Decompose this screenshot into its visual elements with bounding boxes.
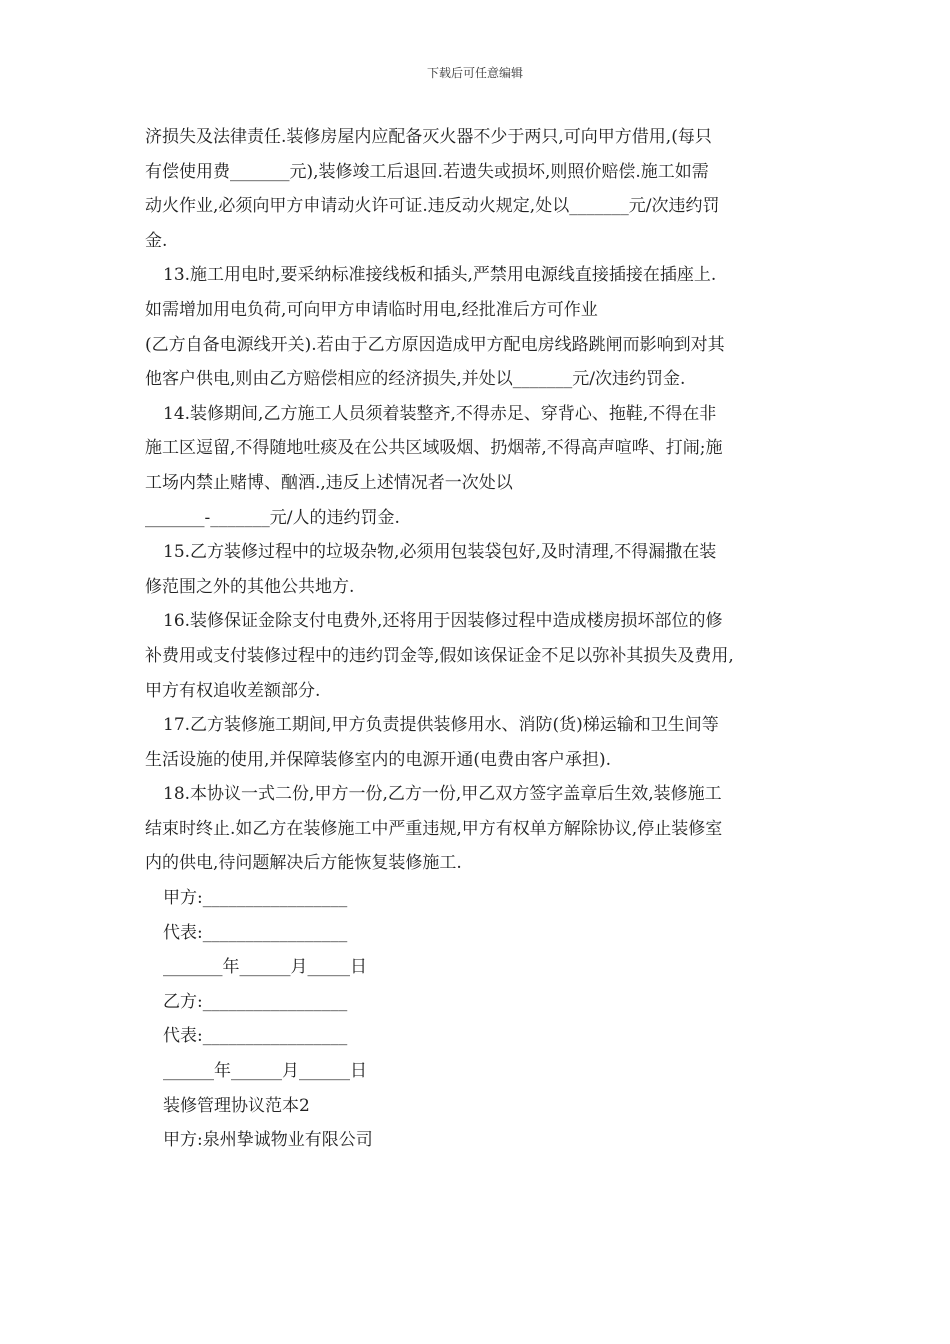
text-line: 甲方:_________________ xyxy=(163,888,348,909)
text-line: _______-_______元/人的违约罚金. xyxy=(145,507,400,528)
text-line: 内的供电,待问题解决后方能恢复装修施工. xyxy=(145,853,462,874)
text-line: ______年______月______日 xyxy=(163,1061,367,1082)
page-header: 下载后可任意编辑 xyxy=(426,66,523,80)
text-line: 甲方:泉州挚诚物业有限公司 xyxy=(163,1130,373,1151)
text-line: 如需增加用电负荷,可向甲方申请临时用电,经批准后方可作业 xyxy=(145,299,598,320)
text-line: 金. xyxy=(145,230,168,251)
text-line: 有偿使用费_______元),装修竣工后退回.若遗失或损坏,则照价赔偿.施工如需 xyxy=(145,161,709,182)
text-line: 修范围之外的其他公共地方. xyxy=(145,576,355,597)
text-line: 生活设施的使用,并保障装修室内的电源开通(电费由客户承担). xyxy=(145,749,612,770)
text-line: 16.装修保证金除支付电费外,还将用于因装修过程中造成楼房损坏部位的修 xyxy=(163,611,723,632)
text-line: 14.装修期间,乙方施工人员须着装整齐,不得赤足、穿背心、拖鞋,不得在非 xyxy=(163,403,717,424)
text-line: 17.乙方装修施工期间,甲方负责提供装修用水、消防(货)梯运输和卫生间等 xyxy=(163,715,719,736)
text-line: 乙方:_________________ xyxy=(163,991,348,1012)
text-line: 甲方有权追收差额部分. xyxy=(145,680,321,701)
text-line: 施工区逗留,不得随地吐痰及在公共区域吸烟、扔烟蒂,不得高声喧哗、打闹;施 xyxy=(145,438,723,459)
text-line: 15.乙方装修过程中的垃圾杂物,必须用包装袋包好,及时清理,不得漏撒在装 xyxy=(163,542,717,563)
text-line: _______年______月_____日 xyxy=(163,957,367,978)
text-line: 他客户供电,则由乙方赔偿相应的经济损失,并处以_______元/次违约罚金. xyxy=(145,369,686,390)
text-line: (乙方自备电源线开关).若由于乙方原因造成甲方配电房线路跳闸而影响到对其 xyxy=(145,334,725,355)
text-line: 13.施工用电时,要采纳标准接线板和插头,严禁用电源线直接插接在插座上. xyxy=(163,265,717,286)
text-line: 代表:_________________ xyxy=(163,922,348,943)
text-line: 工场内禁止赌博、酗酒.,违反上述情况者一次处以 xyxy=(145,472,513,493)
text-line: 动火作业,必须向甲方申请动火许可证.违反动火规定,处以_______元/次违约罚 xyxy=(145,196,720,217)
text-line: 18.本协议一式二份,甲方一份,乙方一份,甲乙双方签字盖章后生效,装修施工 xyxy=(163,784,722,805)
document-body xyxy=(145,120,815,1158)
text-line: 代表:_________________ xyxy=(163,1026,348,1047)
text-line: 装修管理协议范本2 xyxy=(163,1095,310,1116)
text-line: 结束时终止.如乙方在装修施工中严重违规,甲方有权单方解除协议,停止装修室 xyxy=(145,818,723,839)
text-line: 补费用或支付装修过程中的违约罚金等,假如该保证金不足以弥补其损失及费用, xyxy=(145,645,734,666)
text-line: 济损失及法律责任.装修房屋内应配备灭火器不少于两只,可向甲方借用,(每只 xyxy=(145,127,712,147)
